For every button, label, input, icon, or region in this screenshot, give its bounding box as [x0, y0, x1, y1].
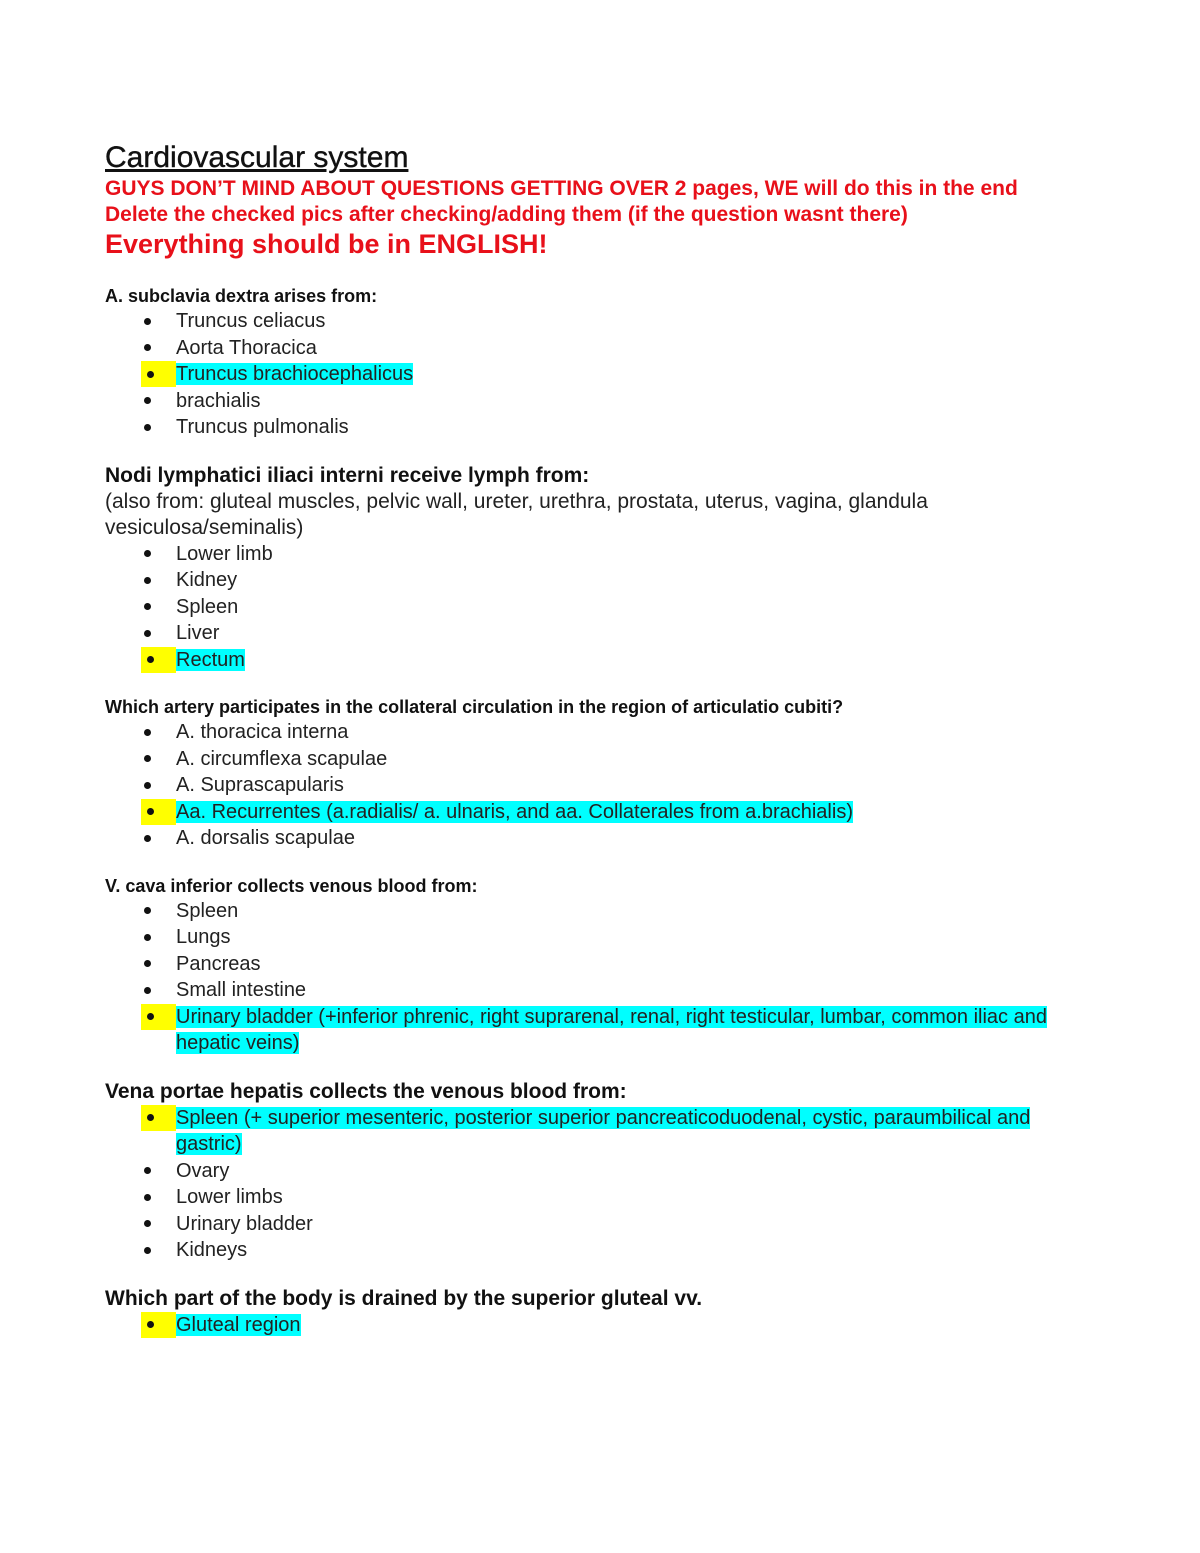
option-item: Spleen — [105, 898, 1090, 925]
bullet-icon — [141, 799, 176, 825]
bullet-icon — [141, 567, 154, 593]
bullet-icon — [141, 924, 154, 950]
notice-english: Everything should be in ENGLISH! — [105, 229, 548, 259]
question-block — [105, 874, 1090, 1057]
bullet-icon — [141, 1211, 154, 1237]
bullet-icon — [141, 414, 154, 440]
option-item: Spleen — [105, 594, 1090, 621]
question-text: Nodi lymphatici iliaci interni receive lymph from: — [105, 463, 590, 487]
option-item-correct: Truncus brachiocephalicus — [105, 361, 1090, 388]
bullet-icon — [141, 825, 154, 851]
bullet-icon — [141, 1312, 176, 1338]
options-list — [105, 1105, 1090, 1264]
options-list — [105, 1312, 1090, 1339]
bullet-icon — [141, 388, 154, 414]
question-block — [105, 695, 1090, 852]
option-item: Urinary bladder — [105, 1211, 1090, 1238]
option-item-correct: Rectum — [105, 647, 1090, 674]
option-item: Kidney — [105, 567, 1090, 594]
bullet-icon — [141, 1004, 176, 1030]
bullet-icon — [141, 361, 176, 387]
options-list — [105, 719, 1090, 852]
option-item: Liver — [105, 620, 1090, 647]
option-item: Aorta Thoracica — [105, 335, 1090, 362]
question-text: V. cava inferior collects venous blood from: — [105, 875, 478, 896]
option-item: Kidneys — [105, 1237, 1090, 1264]
bullet-icon — [141, 541, 154, 567]
option-item: Pancreas — [105, 951, 1090, 978]
option-item: Truncus celiacus — [105, 308, 1090, 335]
question-text: Which part of the body is drained by the superior gluteal vv. — [105, 1286, 703, 1310]
notice-delete-pics: Delete the checked pics after checking/adding them (if the question wasnt there) — [105, 203, 908, 226]
option-item: Lungs — [105, 924, 1090, 951]
question-text: Vena portae hepatis collects the venous blood from: — [105, 1079, 627, 1103]
bullet-icon — [141, 1105, 176, 1131]
options-list — [105, 541, 1090, 674]
bullet-icon — [141, 1158, 154, 1184]
bullet-icon — [141, 620, 154, 646]
question-block — [105, 1079, 1090, 1264]
question-block — [105, 1286, 1090, 1339]
question-block — [105, 463, 1090, 674]
bullet-icon — [141, 719, 154, 745]
bullet-icon — [141, 1237, 154, 1263]
notice-pages: GUYS DON’T MIND ABOUT QUESTIONS GETTING OVER 2 pages, WE will do this in the end — [105, 177, 1018, 200]
bullet-icon — [141, 308, 154, 334]
question-text: A. subclavia dextra arises from: — [105, 286, 378, 306]
options-list — [105, 898, 1090, 1057]
option-item: A. Suprascapularis — [105, 772, 1090, 799]
options-list — [105, 308, 1090, 441]
document-page — [105, 140, 1090, 1360]
option-item-correct: Urinary bladder (+inferior phrenic, right suprarenal, renal, right testicular, lumbar, common iliac and hepatic veins) — [105, 1004, 1090, 1057]
bullet-icon — [141, 647, 176, 673]
option-item: Small intestine — [105, 977, 1090, 1004]
option-item-correct: Spleen (+ superior mesenteric, posterior superior pancreaticoduodenal, cystic, paraumbilical and gastric) — [105, 1105, 1090, 1158]
option-item: A. dorsalis scapulae — [105, 825, 1090, 852]
option-item: Lower limbs — [105, 1184, 1090, 1211]
bullet-icon — [141, 1184, 154, 1210]
question-note: (also from: gluteal muscles, pelvic wall, ureter, urethra, prostata, uterus, vagina, glandula vesiculosa/seminalis) — [105, 489, 928, 539]
bullet-icon — [141, 772, 154, 798]
option-item-correct: Gluteal region — [105, 1312, 1090, 1339]
option-item: Ovary — [105, 1158, 1090, 1185]
bullet-icon — [141, 594, 154, 620]
option-item: Truncus pulmonalis — [105, 414, 1090, 441]
question-text: Which artery participates in the collateral circulation in the region of articulatio cubiti? — [105, 697, 844, 717]
option-item: A. circumflexa scapulae — [105, 746, 1090, 773]
question-block — [105, 284, 1090, 441]
bullet-icon — [141, 335, 154, 361]
bullet-icon — [141, 951, 154, 977]
bullet-icon — [141, 977, 154, 1003]
bullet-icon — [141, 898, 154, 924]
option-item-correct: Aa. Recurrentes (a.radialis/ a. ulnaris, and aa. Collaterales from a.brachialis) — [105, 799, 1090, 826]
bullet-icon — [141, 746, 154, 772]
option-item: brachialis — [105, 388, 1090, 415]
option-item: A. thoracica interna — [105, 719, 1090, 746]
document-title: Cardiovascular system — [105, 141, 409, 174]
option-item: Lower limb — [105, 541, 1090, 568]
